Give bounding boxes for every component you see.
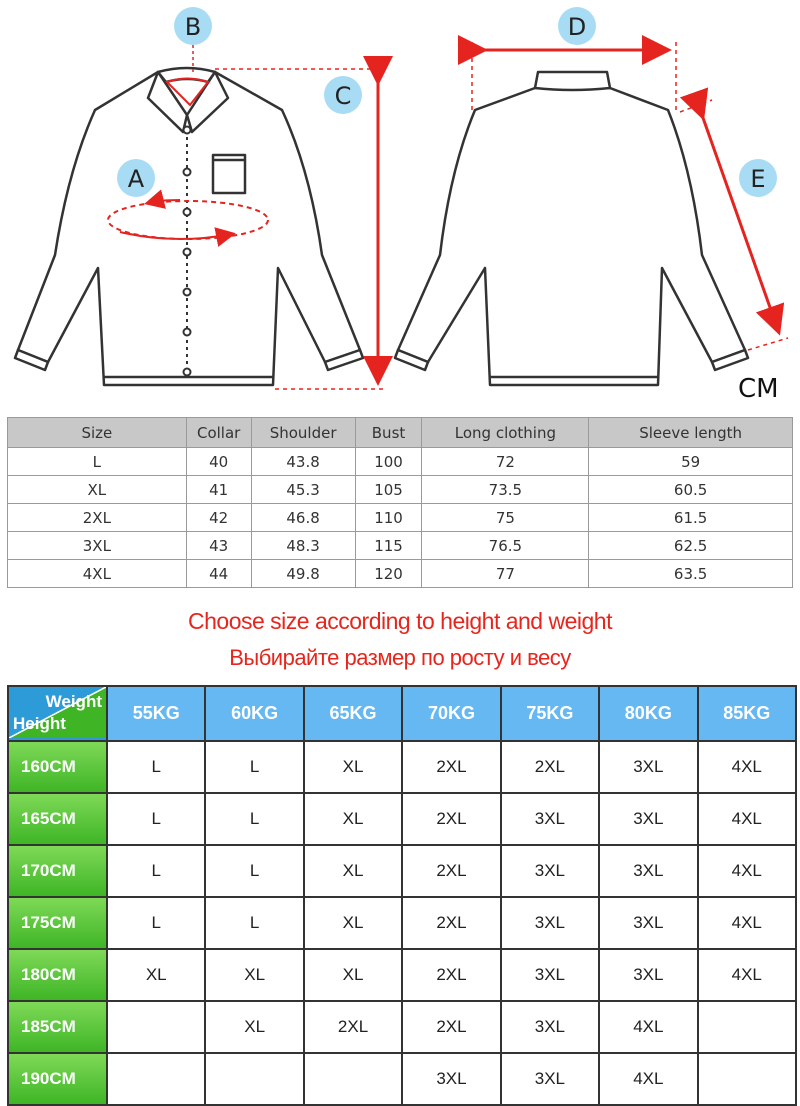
- size-cell: XL: [305, 846, 401, 896]
- size-cell: XL: [305, 794, 401, 844]
- size-cell: 3XL: [502, 794, 598, 844]
- table-row: [9, 1002, 795, 1052]
- label-c-text: C: [334, 82, 352, 110]
- size-cell: 4XL: [699, 846, 795, 896]
- height-label: 165CM: [9, 794, 106, 844]
- size-cell: 4XL: [699, 794, 795, 844]
- header-size: Size: [8, 418, 187, 448]
- notice-english: Choose size according to height and weight: [188, 608, 612, 634]
- size-cell: L: [206, 794, 302, 844]
- cell-shoulder: 45.3: [251, 476, 355, 504]
- size-cell: XL: [206, 950, 302, 1000]
- size-cell: 3XL: [600, 846, 696, 896]
- size-cell: [206, 1054, 302, 1104]
- size-cell: XL: [305, 898, 401, 948]
- cell-long-clothing: 76.5: [422, 532, 589, 560]
- weight-65kg: 65KG: [305, 687, 401, 740]
- height-label: 175CM: [9, 898, 106, 948]
- size-cell: 3XL: [600, 950, 696, 1000]
- size-cell: L: [108, 794, 204, 844]
- measurement-table: [7, 417, 793, 588]
- cell-size: L: [8, 448, 187, 476]
- table-row: [9, 1054, 795, 1104]
- cell-collar: 41: [186, 476, 251, 504]
- weight-80kg: 80KG: [600, 687, 696, 740]
- table-row: [8, 532, 793, 560]
- size-cell: L: [206, 898, 302, 948]
- header-bust: Bust: [355, 418, 422, 448]
- size-cell: 4XL: [699, 742, 795, 792]
- cell-shoulder: 48.3: [251, 532, 355, 560]
- cell-size: XL: [8, 476, 187, 504]
- cell-long-clothing: 72: [422, 448, 589, 476]
- size-cell: 3XL: [502, 846, 598, 896]
- size-cell: 3XL: [600, 742, 696, 792]
- size-cell: [108, 1054, 204, 1104]
- size-cell: [305, 1054, 401, 1104]
- size-cell: 2XL: [403, 1002, 499, 1052]
- size-cell: 4XL: [699, 950, 795, 1000]
- size-cell: L: [108, 742, 204, 792]
- label-b-badge: [174, 7, 212, 45]
- size-cell: [108, 1002, 204, 1052]
- weight-55kg: 55KG: [108, 687, 204, 740]
- size-cell: [699, 1054, 795, 1104]
- weight-85kg: 85KG: [699, 687, 795, 740]
- size-cell: L: [108, 898, 204, 948]
- unit-label: CM: [738, 374, 779, 404]
- cell-sleeve-length: 61.5: [589, 504, 793, 532]
- table-row: [9, 742, 795, 792]
- size-cell: 2XL: [403, 898, 499, 948]
- size-cell: 3XL: [502, 950, 598, 1000]
- cell-long-clothing: 77: [422, 560, 589, 588]
- table-row: [8, 476, 793, 504]
- label-c-badge: [324, 76, 362, 114]
- table-row: [8, 504, 793, 532]
- size-cell: 4XL: [600, 1054, 696, 1104]
- size-cell: 3XL: [502, 898, 598, 948]
- corner-weight-label: Weight: [45, 692, 102, 711]
- size-cell: XL: [206, 1002, 302, 1052]
- shirt-back-drawing: [395, 72, 748, 385]
- corner-header: [9, 687, 106, 740]
- table-row: [8, 448, 793, 476]
- size-cell: L: [206, 742, 302, 792]
- cell-bust: 110: [355, 504, 422, 532]
- cell-size: 4XL: [8, 560, 187, 588]
- size-cell: 4XL: [699, 898, 795, 948]
- size-cell: XL: [305, 950, 401, 1000]
- table-row: [9, 950, 795, 1000]
- corner-height-label: Height: [13, 714, 66, 733]
- size-cell: 3XL: [502, 1054, 598, 1104]
- cell-size: 3XL: [8, 532, 187, 560]
- size-cell: [699, 1002, 795, 1052]
- cell-sleeve-length: 62.5: [589, 532, 793, 560]
- size-cell: XL: [108, 950, 204, 1000]
- label-d-badge: [558, 7, 596, 45]
- label-a-badge: [117, 159, 155, 197]
- cell-bust: 100: [355, 448, 422, 476]
- cell-shoulder: 49.8: [251, 560, 355, 588]
- cell-shoulder: 46.8: [251, 504, 355, 532]
- label-d-text: D: [567, 13, 587, 41]
- size-cell: XL: [305, 742, 401, 792]
- cell-long-clothing: 75: [422, 504, 589, 532]
- size-cell: 3XL: [600, 898, 696, 948]
- cell-collar: 42: [186, 504, 251, 532]
- size-cell: 2XL: [403, 794, 499, 844]
- table-row: [9, 794, 795, 844]
- cell-shoulder: 43.8: [251, 448, 355, 476]
- size-cell: 3XL: [403, 1054, 499, 1104]
- shirt-front-drawing: [15, 68, 363, 385]
- size-cell: 2XL: [403, 742, 499, 792]
- weight-70kg: 70KG: [403, 687, 499, 740]
- height-label: 180CM: [9, 950, 106, 1000]
- height-label: 170CM: [9, 846, 106, 896]
- label-b-text: B: [184, 13, 202, 41]
- height-weight-chart: [7, 685, 797, 1106]
- weight-header-row: [9, 687, 795, 740]
- cell-size: 2XL: [8, 504, 187, 532]
- cell-collar: 43: [186, 532, 251, 560]
- header-sleeve-length: Sleeve length: [589, 418, 793, 448]
- header-long-clothing: Long clothing: [422, 418, 589, 448]
- cell-bust: 115: [355, 532, 422, 560]
- table-row: [8, 560, 793, 588]
- cell-sleeve-length: 59: [589, 448, 793, 476]
- cell-sleeve-length: 63.5: [589, 560, 793, 588]
- notice-russian: Выбирайте размер по росту и весу: [229, 645, 571, 670]
- weight-60kg: 60KG: [206, 687, 302, 740]
- size-cell: 3XL: [502, 1002, 598, 1052]
- cell-collar: 44: [186, 560, 251, 588]
- shirt-measurement-diagram: [0, 0, 800, 400]
- cell-collar: 40: [186, 448, 251, 476]
- label-e-badge: [739, 159, 777, 197]
- size-cell: 4XL: [600, 1002, 696, 1052]
- cell-long-clothing: 73.5: [422, 476, 589, 504]
- cell-bust: 120: [355, 560, 422, 588]
- table-row: [9, 846, 795, 896]
- height-label: 160CM: [9, 742, 106, 792]
- size-cell: 3XL: [600, 794, 696, 844]
- header-shoulder: Shoulder: [251, 418, 355, 448]
- table-row: [9, 898, 795, 948]
- label-a-text: A: [127, 165, 145, 193]
- size-cell: 2XL: [403, 950, 499, 1000]
- height-label: 185CM: [9, 1002, 106, 1052]
- height-label: 190CM: [9, 1054, 106, 1104]
- size-cell: L: [108, 846, 204, 896]
- cell-sleeve-length: 60.5: [589, 476, 793, 504]
- label-e-text: E: [750, 165, 766, 193]
- size-cell: L: [206, 846, 302, 896]
- weight-75kg: 75KG: [502, 687, 598, 740]
- cell-bust: 105: [355, 476, 422, 504]
- size-cell: 2XL: [403, 846, 499, 896]
- measurement-header-row: [8, 418, 793, 448]
- size-cell: 2XL: [502, 742, 598, 792]
- header-collar: Collar: [186, 418, 251, 448]
- size-cell: 2XL: [305, 1002, 401, 1052]
